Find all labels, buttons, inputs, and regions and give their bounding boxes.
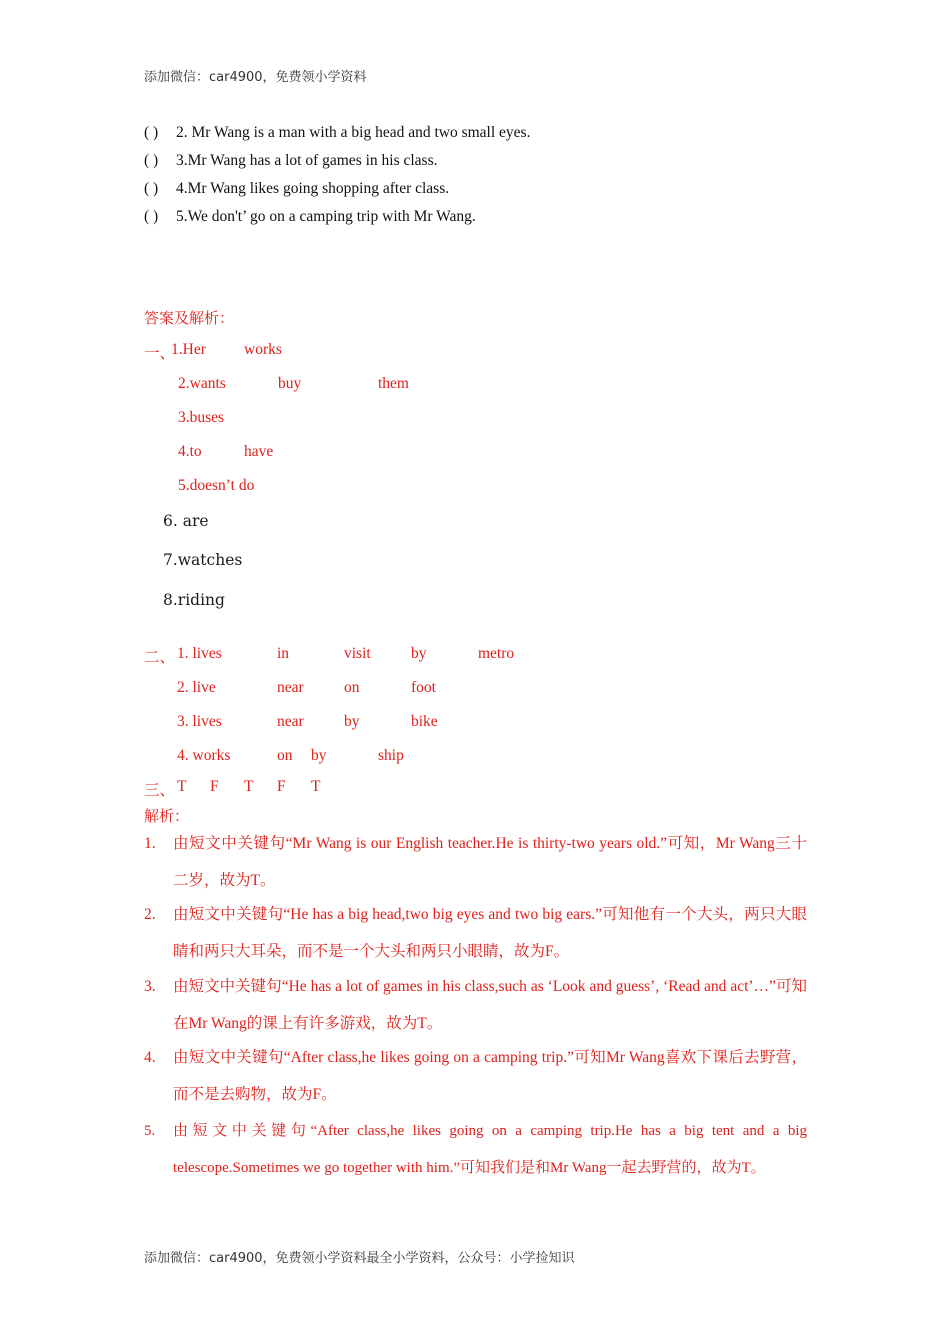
answer-tf: T [177,778,187,795]
question-bracket: ( ) [144,124,159,141]
answer-word: 2.wants [178,375,226,392]
answer-word: 4.to [178,443,202,460]
explanation-text: 由短文中关键句“He has a big head,two big eyes and two big ears.”可知他有一个大头，两只大眼睛和两只大耳朵，而不是一个大头和两只小眼睛，故为F。 [173,906,807,960]
answer-word: 2. live [177,679,216,696]
explanation-number: 2. [144,906,156,923]
answer-word: metro [478,645,515,662]
explanation-item [144,896,808,970]
explanation-text: 由短文中关键句“After class,he likes going on a camping trip.”可知Mr Wang喜欢下课后去野营，而不是去购物，故为F。 [173,1049,807,1103]
answer-word: foot [411,679,436,696]
analysis-title: 解析： [144,807,190,825]
page-footer: 添加微信：car4900，免费领小学资料最全小学资料，公众号：小学捡知识 [144,1251,575,1266]
explanation-item [144,1113,808,1225]
question-bracket: ( ) [144,152,159,169]
answer-word: by [411,645,427,662]
answer-word: near [277,679,304,696]
question-bracket: ( ) [144,180,159,197]
explanation-item [144,1039,808,1113]
question-text: 4.Mr Wang likes going shopping after class. [176,180,450,197]
answer-word: on [277,747,293,764]
answer-word: works [244,341,282,358]
explanation-number: 3. [144,978,156,995]
page-header: 添加微信：car4900，免费领小学资料 [144,70,367,85]
answer-word: 3. lives [177,713,222,730]
answer-word: bike [411,713,438,730]
answer-word: ship [378,747,404,764]
answer-word: by [311,747,327,764]
part2-label: 二、 [144,649,176,666]
question-text: 2. Mr Wang is a man with a big head and two small eyes. [176,124,531,141]
explanation-item [144,825,808,899]
answer-word: 1.Her [171,341,206,358]
answer-word: 3.buses [178,409,225,426]
part3-label: 三、 [144,782,176,799]
answer-word: 1. lives [177,645,222,662]
answer-word: on [344,679,360,696]
answer-word: 6. are [163,512,209,530]
explanation-number: 5. [144,1123,156,1139]
answer-word: near [277,713,304,730]
answer-word: buy [278,375,302,392]
answer-tf: T [244,778,254,795]
answer-word: by [344,713,360,730]
question-bracket: ( ) [144,208,159,225]
answer-word: them [378,375,409,392]
explanation-number: 1. [144,835,156,852]
answer-tf: F [277,778,286,795]
answer-tf: F [210,778,219,795]
part1-label: 一、 [144,345,176,362]
explanation-number: 4. [144,1049,156,1066]
answer-word: visit [344,645,371,662]
explanation-text: 由短文中关键句“Mr Wang is our English teacher.He is thirty-two years old.”可知，Mr Wang三十二岁，故为T。 [173,835,807,889]
answer-word: 4. works [177,747,231,764]
answers-title: 答案及解析： [144,309,235,327]
explanation-item [144,968,808,1042]
answer-word: 7.watches [163,551,243,569]
answer-tf: T [311,778,321,795]
explanation-text: 由短文中关键句“He has a lot of games in his class,such as ‘Look and guess’, ‘Read and act’…”可知在Mr Wang的课上有许多游戏，故为T。 [173,978,807,1032]
answer-word: have [244,443,274,460]
explanation-text: 由短文中关键句“After class,he likes going on a camping trip.He has a big tent and a big telescope.Sometimes we go together with him.”可知我们是和Mr Wang一起去野营的，故为T。 [173,1123,807,1176]
answer-word: 5.doesn’t do [178,477,255,494]
answer-word: 8.riding [163,591,225,609]
answer-word: in [277,645,290,662]
question-text: 5.We don't’ go on a camping trip with Mr Wang. [176,208,476,225]
question-text: 3.Mr Wang has a lot of games in his class. [176,152,438,169]
